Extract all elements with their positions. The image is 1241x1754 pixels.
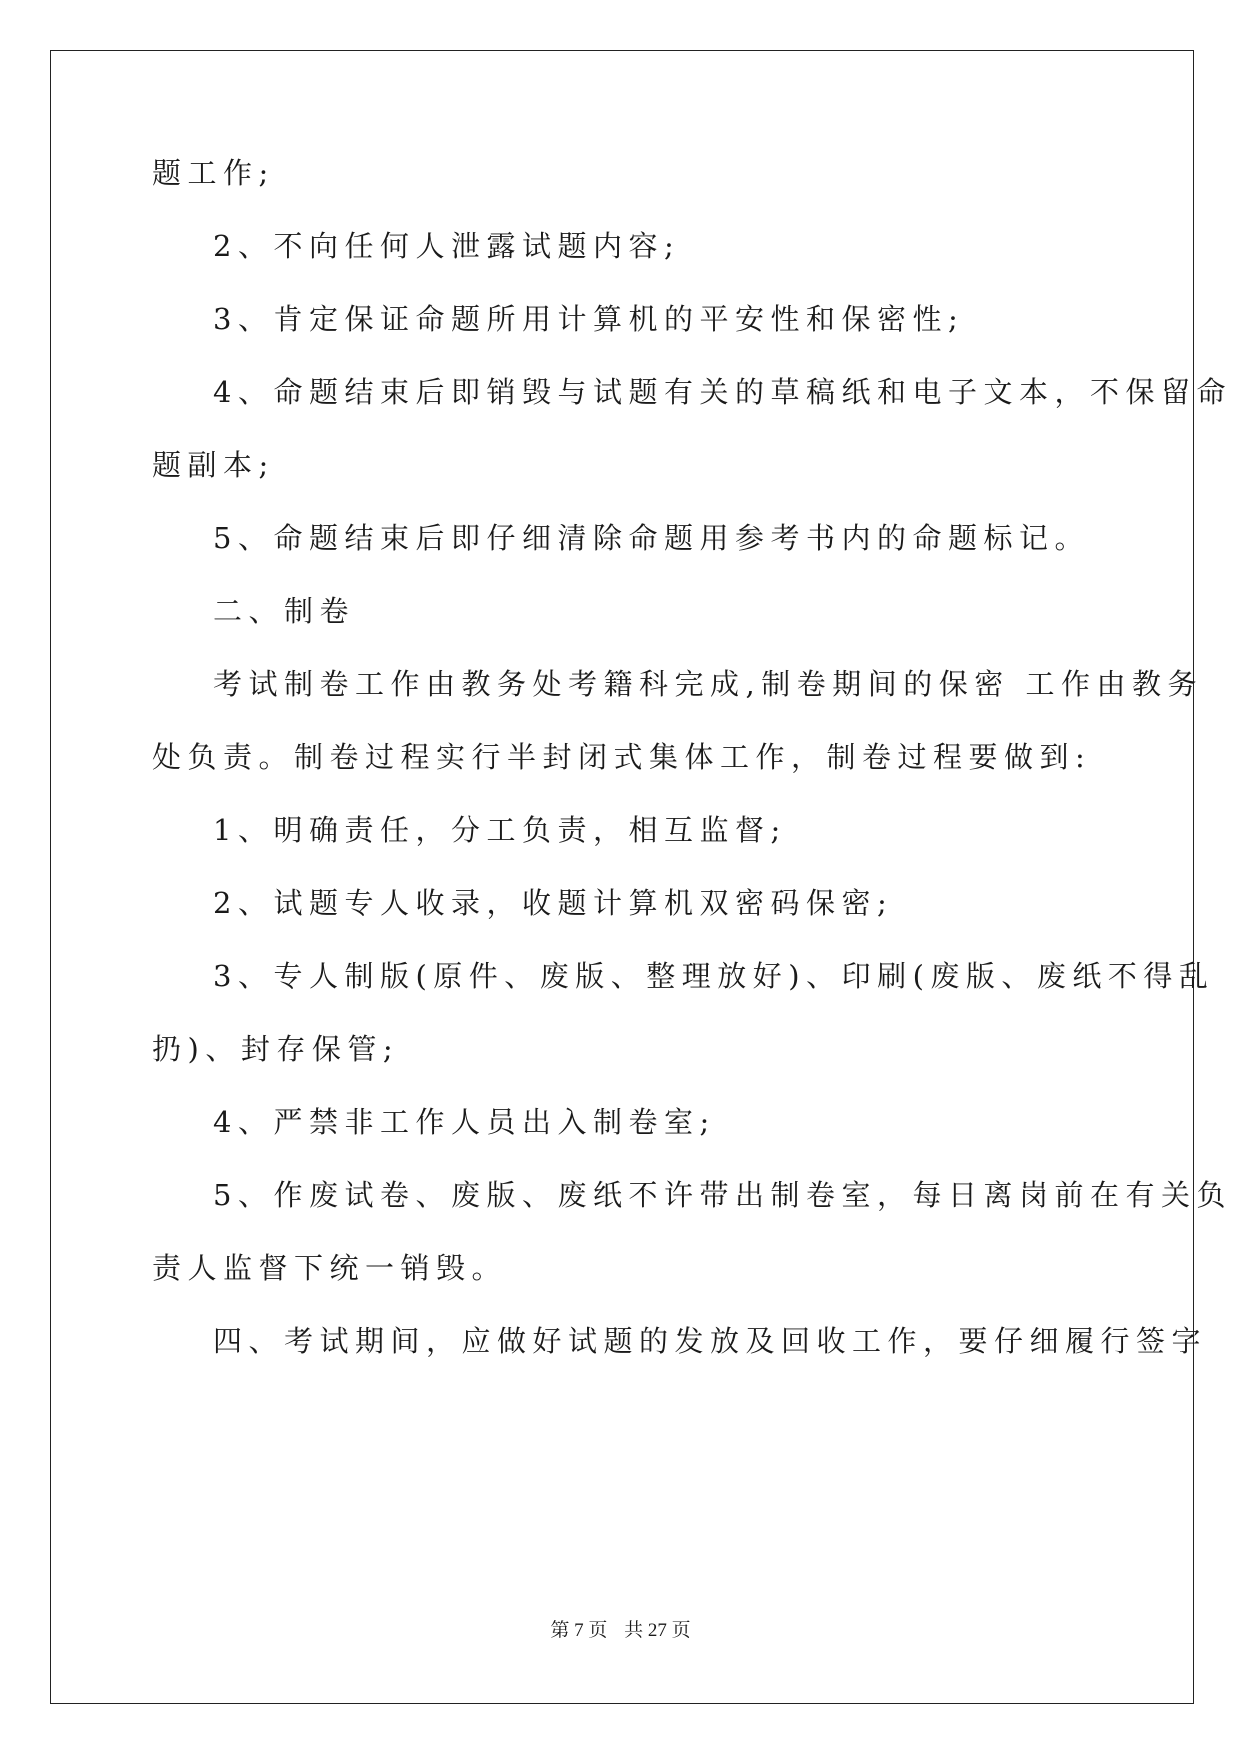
text-line-5: 题副本; [152,448,275,482]
text-line-8: 考试制卷工作由教务处考籍科完成,制卷期间的保密 工作由教务 [213,667,1203,701]
text-line-2: 2、不向任何人泄露试题内容; [213,229,681,263]
text-line-17: 四、考试期间，应做好试题的发放及回收工作，要仔细履行签字 [213,1324,1208,1358]
text-line-14: 4、严禁非工作人员出入制卷室; [213,1105,716,1139]
text-line-9: 处负责。制卷过程实行半封闭式集体工作，制卷过程要做到: [152,740,1092,774]
text-line-1: 题工作; [152,156,275,190]
text-line-12: 3、专人制版(原件、废版、整理放好)、印刷(废版、废纸不得乱 [213,959,1215,993]
text-line-11: 2、试题专人收录，收题计算机双密码保密; [213,886,894,920]
page-number-current: 第 7 页 [550,1620,608,1641]
page-footer [0,1615,1241,1642]
section-heading-zhijuan: 二、制卷 [213,594,356,628]
text-line-16: 责人监督下统一销毁。 [152,1251,508,1285]
text-line-6: 5、命题结束后即仔细清除命题用参考书内的命题标记。 [213,521,1090,555]
text-line-15: 5、作废试卷、废版、废纸不许带出制卷室，每日离岗前在有关负 [213,1178,1232,1212]
page-number-total: 共 27 页 [624,1620,691,1641]
text-line-10: 1、明确责任，分工负责，相互监督; [213,813,787,847]
text-line-3: 3、肯定保证命题所用计算机的平安性和保密性; [213,302,965,336]
text-line-13: 扔)、封存保管; [152,1032,400,1066]
text-line-4: 4、命题结束后即销毁与试题有关的草稿纸和电子文本，不保留命 [213,375,1232,409]
